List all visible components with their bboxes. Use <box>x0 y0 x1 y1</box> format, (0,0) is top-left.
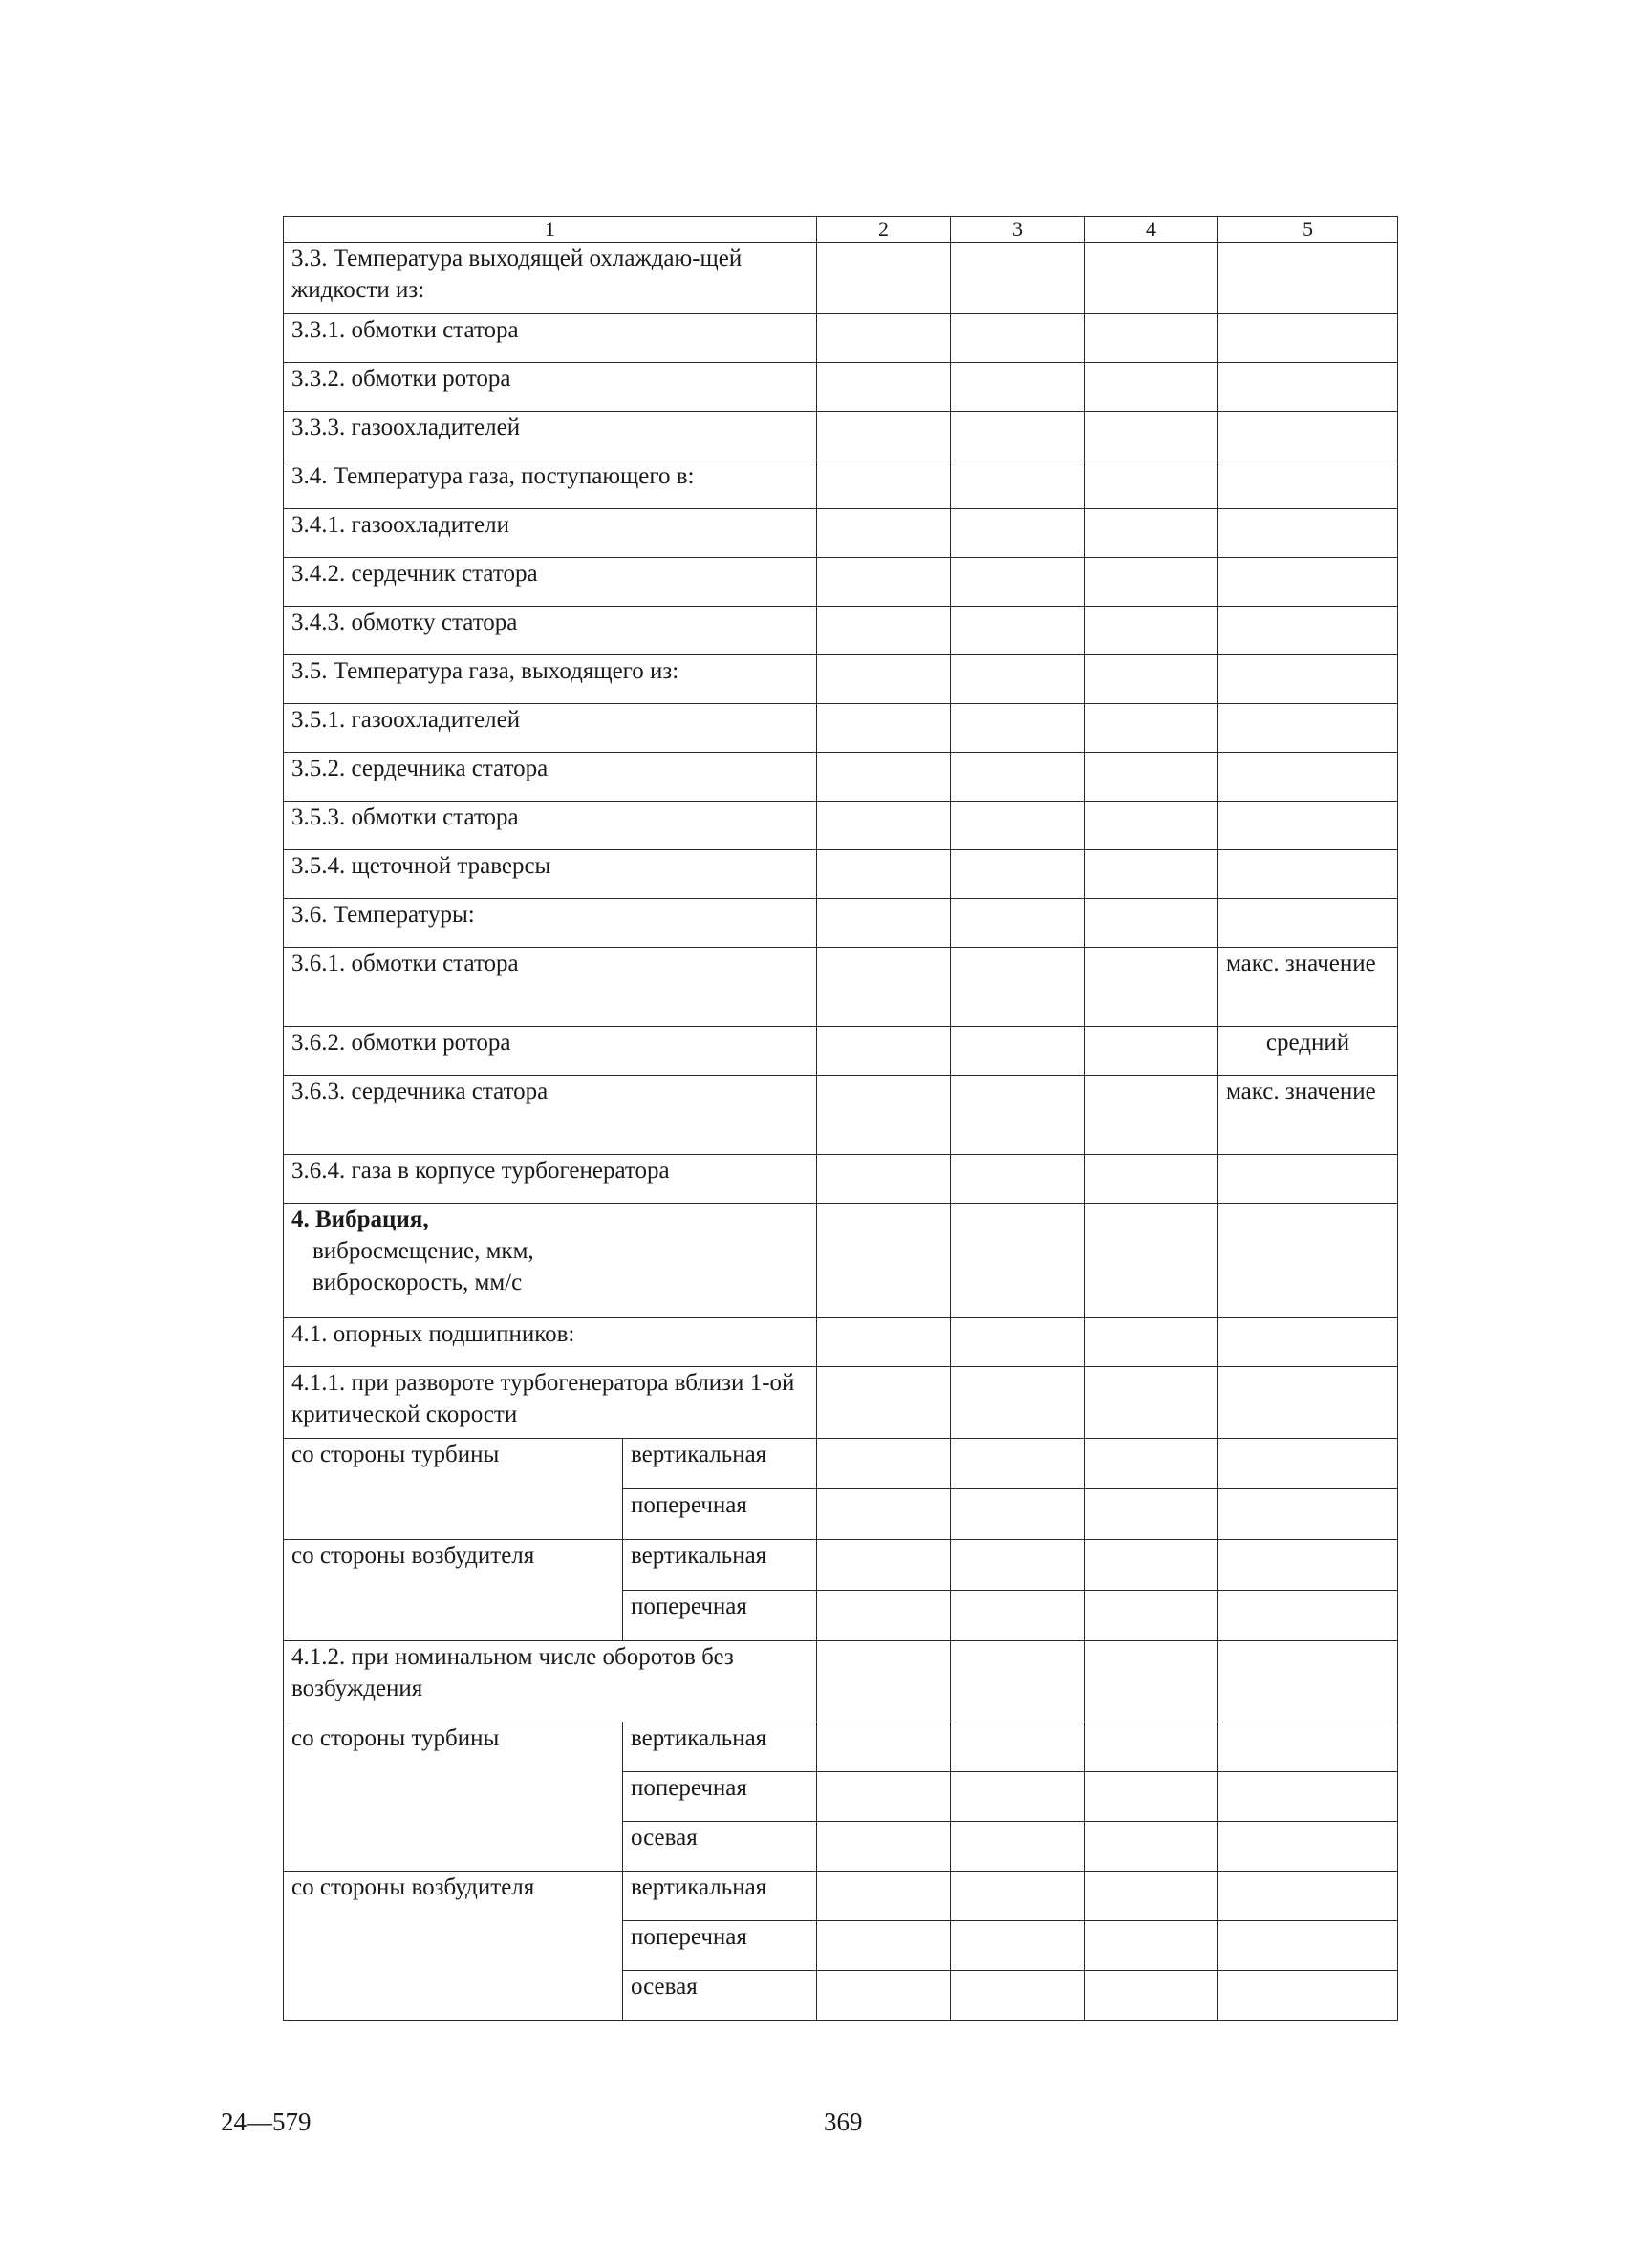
table-row <box>284 363 1398 412</box>
table-row <box>284 1204 1398 1318</box>
table-row <box>284 558 1398 607</box>
column-header-3: 3 <box>951 217 1085 243</box>
table-row <box>284 850 1398 899</box>
table-row <box>284 243 1398 314</box>
row-note: средний <box>1218 1027 1398 1076</box>
column-header-1: 1 <box>284 217 817 243</box>
table-row <box>284 1367 1398 1439</box>
side-label: со стороны турбины <box>284 1722 623 1872</box>
table-row <box>284 1318 1398 1367</box>
row-label: 3.5.4. щеточной траверсы <box>284 850 817 899</box>
table-row <box>284 1155 1398 1204</box>
row-label: 3.4. Температура газа, поступающего в: <box>284 460 817 509</box>
row-note: макс. значение <box>1218 948 1398 1027</box>
direction-label: вертикальная <box>623 1722 817 1772</box>
direction-label: поперечная <box>623 1772 817 1822</box>
document-code: 24—579 <box>221 2108 312 2136</box>
row-label: 3.5. Температура газа, выходящего из: <box>284 655 817 704</box>
table-row <box>284 655 1398 704</box>
side-label: со стороны возбудителя <box>284 1872 623 2021</box>
direction-label: вертикальная <box>623 1872 817 1921</box>
row-label: 3.3.1. обмотки статора <box>284 314 817 363</box>
table-row <box>284 802 1398 850</box>
table-row <box>284 1872 1398 1921</box>
direction-label: вертикальная <box>623 1540 817 1591</box>
table-row <box>284 314 1398 363</box>
table-row <box>284 460 1398 509</box>
table-row <box>284 948 1398 1027</box>
section-title: 4. Вибрация, <box>291 1207 429 1232</box>
table-row <box>284 1439 1398 1489</box>
parameters-table <box>283 216 1398 2021</box>
side-label: со стороны турбины <box>284 1439 623 1540</box>
table-row <box>284 1027 1398 1076</box>
table-row <box>284 1722 1398 1772</box>
row-label: 3.6. Температуры: <box>284 899 817 948</box>
row-label: 3.4.2. сердечник статора <box>284 558 817 607</box>
header-row <box>284 217 1398 243</box>
column-header-2: 2 <box>817 217 951 243</box>
row-label: 3.5.2. сердечника статора <box>284 753 817 802</box>
direction-label: вертикальная <box>623 1439 817 1489</box>
row-label: 3.4.1. газоохладители <box>284 509 817 558</box>
table-row <box>284 899 1398 948</box>
direction-label: поперечная <box>623 1489 817 1540</box>
column-header-5: 5 <box>1218 217 1398 243</box>
section-subtitle: виброскорость, мм/с <box>312 1270 523 1295</box>
row-label: 3.6.4. газа в корпусе турбогенератора <box>284 1155 817 1204</box>
table-row <box>284 1076 1398 1155</box>
row-label: 3.6.2. обмотки ротора <box>284 1027 817 1076</box>
row-label: 4.1.1. при развороте турбогенератора вблизи 1-ой критической скорости <box>284 1367 817 1439</box>
row-label: 3.3.2. обмотки ротора <box>284 363 817 412</box>
table-row <box>284 412 1398 460</box>
table-row <box>284 753 1398 802</box>
column-header-4: 4 <box>1085 217 1218 243</box>
row-label: 3.6.1. обмотки статора <box>284 948 817 1027</box>
table-row <box>284 704 1398 753</box>
direction-label: поперечная <box>623 1921 817 1971</box>
page-number: 369 <box>824 2108 863 2136</box>
table-row <box>284 607 1398 655</box>
row-label: 3.6.3. сердечника статора <box>284 1076 817 1155</box>
row-note: макс. значение <box>1218 1076 1398 1155</box>
row-label: 3.5.3. обмотки статора <box>284 802 817 850</box>
row-label: 3.5.1. газоохладителей <box>284 704 817 753</box>
row-label: 3.3.3. газоохладителей <box>284 412 817 460</box>
direction-label: поперечная <box>623 1591 817 1641</box>
row-label: 3.3. Температура выходящей охлаждаю-щей жидкости из: <box>284 243 817 314</box>
row-label: 3.4.3. обмотку статора <box>284 607 817 655</box>
row-label: 4.1.2. при номинальном числе оборотов без возбуждения <box>284 1641 817 1722</box>
side-label: со стороны возбудителя <box>284 1540 623 1641</box>
table-row <box>284 1540 1398 1591</box>
table-row <box>284 1641 1398 1722</box>
section-subtitle: виброcмещение, мкм, <box>312 1238 534 1264</box>
table-row <box>284 509 1398 558</box>
direction-label: осевая <box>623 1822 817 1872</box>
row-label: 4.1. опорных подшипников: <box>284 1318 817 1367</box>
direction-label: осевая <box>623 1971 817 2021</box>
section-heading <box>284 1204 817 1318</box>
